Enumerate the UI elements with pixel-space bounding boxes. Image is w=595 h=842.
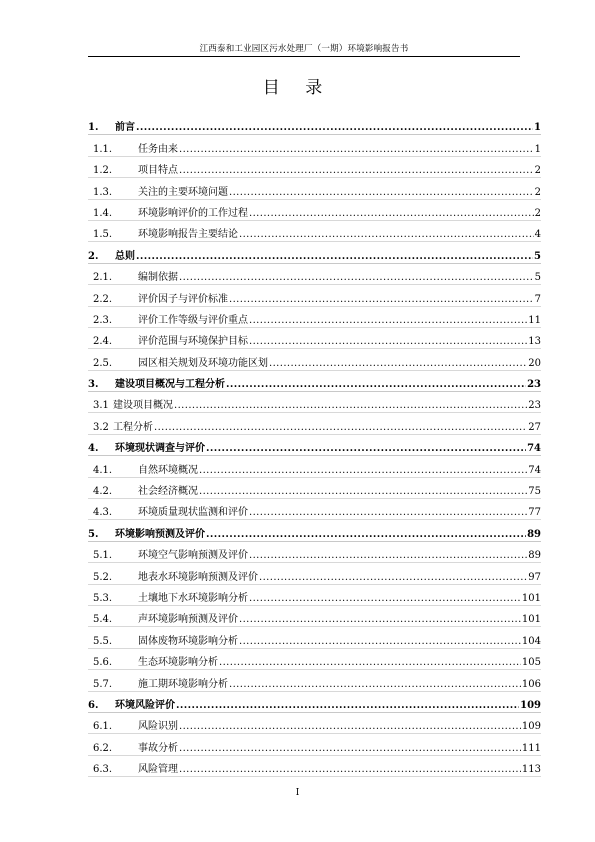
toc-dot-leader	[199, 486, 527, 498]
toc-entry-title: 风险识别	[138, 721, 178, 733]
toc-entry-title: 环境影响预测及评价	[115, 528, 205, 540]
toc-entry-page: 97	[528, 571, 541, 583]
toc-entry-title: 园区相关规划及环境功能区划	[138, 357, 268, 369]
toc-entry-page: 89	[528, 550, 541, 562]
toc-dot-leader	[154, 422, 527, 434]
toc-entry-page: 89	[527, 528, 541, 540]
toc-entry-title: 土壤地下水环境影响分析	[138, 592, 248, 604]
toc-section-entry[interactable]	[88, 499, 541, 520]
toc-entry-title: 自然环境概况	[138, 464, 198, 476]
toc-section-entry[interactable]	[88, 349, 541, 370]
toc-entry-title: 风险管理	[138, 764, 178, 776]
toc-entry-title: 声环境影响预测及评价	[138, 614, 238, 626]
toc-dot-leader	[226, 379, 526, 391]
toc-dot-leader	[174, 400, 527, 412]
toc-dot-leader	[229, 679, 521, 691]
page-number: I	[295, 788, 300, 798]
toc-entry-page: 1	[534, 122, 541, 134]
toc-dot-leader	[249, 507, 527, 519]
toc-entry-title: 环境影响评价的工作过程	[138, 207, 248, 219]
toc-entry-number: 1.4.	[93, 207, 113, 219]
toc-section-entry[interactable]	[88, 542, 541, 563]
toc-entry-number: 5.4.	[93, 614, 113, 626]
toc-entry-number: 6.2.	[93, 742, 113, 754]
toc-dot-leader	[249, 593, 521, 605]
toc-entry-page: 113	[521, 764, 541, 776]
toc-entry-title: 环境空气影响预测及评价	[138, 550, 248, 562]
toc-entry-title: 编制依据	[138, 272, 178, 284]
toc-entry-number: 1.2.	[93, 165, 113, 177]
toc-section-entry[interactable]	[88, 413, 541, 434]
toc-entry-title: 任务由来	[138, 143, 178, 155]
toc-entry-title: 环境风险评价	[115, 699, 175, 711]
toc-section-entry[interactable]	[88, 200, 541, 221]
toc-entry-page: 2	[534, 186, 541, 198]
toc-entry-number: 4.	[88, 443, 99, 455]
toc-section-entry[interactable]	[88, 328, 541, 349]
toc-section-entry[interactable]	[88, 221, 541, 242]
toc-entry-number: 6.1.	[93, 721, 113, 733]
toc-dot-leader	[249, 208, 534, 220]
toc-entry-page: 101	[521, 592, 541, 604]
toc-dot-leader	[206, 443, 526, 455]
toc-entry-title: 环境影响报告主要结论	[138, 229, 238, 241]
toc-dot-leader	[199, 465, 527, 477]
toc-dot-leader	[239, 614, 521, 626]
toc-entry-number: 3.2	[93, 421, 109, 433]
toc-entry-number: 1.1.	[93, 143, 113, 155]
toc-entry-page: 2	[534, 207, 541, 219]
toc-section-entry[interactable]	[88, 670, 541, 691]
toc-dot-leader	[136, 122, 533, 134]
toc-chapter-entry[interactable]	[88, 242, 541, 263]
toc-entry-page: 106	[521, 678, 541, 690]
toc-entry-page: 75	[528, 486, 541, 498]
toc-entry-title: 事故分析	[138, 742, 178, 754]
toc-dot-leader	[179, 743, 521, 755]
toc-section-entry[interactable]	[88, 606, 541, 627]
toc-entry-number: 2.3.	[93, 314, 113, 326]
toc-entry-title: 总则	[115, 250, 135, 262]
toc-entry-number: 1.5.	[93, 229, 113, 241]
toc-section-entry[interactable]	[88, 178, 541, 199]
toc-entry-title: 固体废物环境影响分析	[138, 635, 238, 647]
toc-entry-page: 13	[528, 336, 541, 348]
toc-section-entry[interactable]	[88, 307, 541, 328]
toc-entry-page: 109	[520, 699, 541, 711]
toc-entry-page: 74	[527, 443, 541, 455]
running-header: 江西泰和工业园区污水处理厂（一期）环境影响报告书	[199, 44, 409, 54]
toc-section-entry[interactable]	[88, 157, 541, 178]
toc-entry-number: 5.	[88, 528, 99, 540]
toc-entry-title: 环境现状调查与评价	[115, 443, 205, 455]
toc-entry-number: 4.1.	[93, 464, 113, 476]
toc-entry-number: 5.5.	[93, 635, 113, 647]
toc-entry-number: 1.3.	[93, 186, 113, 198]
toc-dot-leader	[229, 187, 534, 199]
toc-entry-number: 3.	[88, 379, 99, 391]
toc-entry-title: 地表水环境影响预测及评价	[138, 571, 258, 583]
toc-entry-title: 建设项目概况	[113, 400, 173, 412]
toc-entry-page: 77	[528, 507, 541, 519]
toc-section-entry[interactable]	[88, 649, 541, 670]
toc-entry-number: 3.1	[93, 400, 109, 412]
toc-entry-page: 105	[521, 657, 541, 669]
toc-entry-number: 4.2.	[93, 486, 113, 498]
toc-entry-page: 20	[528, 357, 541, 369]
toc-dot-leader	[239, 636, 521, 648]
toc-section-entry[interactable]	[88, 478, 541, 499]
toc-dot-leader	[249, 336, 527, 348]
toc-entry-title: 前言	[115, 122, 135, 134]
toc-dot-leader	[229, 294, 534, 306]
toc-entry-number: 2.4.	[93, 336, 113, 348]
toc-chapter-entry[interactable]	[88, 435, 541, 456]
toc-entry-number: 5.3.	[93, 592, 113, 604]
toc-section-entry[interactable]	[88, 734, 541, 755]
toc-entry-page: 104	[521, 635, 541, 647]
toc-entry-number: 5.1.	[93, 550, 113, 562]
toc-section-entry[interactable]	[88, 264, 541, 285]
toc-entry-title: 环境质量现状监测和评价	[138, 507, 248, 519]
toc-entry-title: 评价因子与评价标准	[138, 293, 228, 305]
toc-chapter-entry[interactable]	[88, 371, 541, 392]
toc-dot-leader	[239, 229, 534, 241]
toc-dot-leader	[176, 700, 519, 712]
page-title: 目 录	[262, 78, 333, 98]
toc-dot-leader	[179, 272, 534, 284]
toc-section-entry[interactable]	[88, 285, 541, 306]
toc-dot-leader	[136, 251, 533, 263]
toc-entry-number: 4.3.	[93, 507, 113, 519]
toc-entry-page: 27	[528, 421, 541, 433]
toc-entry-title: 评价工作等级与评价重点	[138, 314, 248, 326]
toc-entry-page: 11	[528, 314, 541, 326]
toc-entry-page: 23	[528, 400, 541, 412]
toc-entry-number: 6.	[88, 699, 99, 711]
toc-entry-page: 5	[534, 272, 541, 284]
toc-entry-title: 施工期环境影响分析	[138, 678, 228, 690]
toc-dot-leader	[269, 358, 527, 370]
toc-section-entry[interactable]	[88, 392, 541, 413]
toc-dot-leader	[179, 764, 521, 776]
toc-entry-title: 工程分析	[113, 421, 153, 433]
toc-dot-leader	[179, 144, 534, 156]
toc-entry-number: 2.	[88, 250, 99, 262]
toc-dot-leader	[249, 550, 527, 562]
toc-dot-leader	[249, 315, 527, 327]
toc-entry-number: 2.2.	[93, 293, 113, 305]
toc-entry-number: 5.2.	[93, 571, 113, 583]
toc-entry-title: 项目特点	[138, 165, 178, 177]
toc-entry-page: 111	[521, 742, 541, 754]
toc-chapter-entry[interactable]	[88, 520, 541, 541]
toc-entry-title: 生态环境影响分析	[138, 657, 218, 669]
toc-dot-leader	[259, 572, 527, 584]
toc-entry-page: 101	[521, 614, 541, 626]
toc-entry-number: 6.3.	[93, 764, 113, 776]
header-rule	[88, 56, 520, 57]
toc-entry-number: 5.6.	[93, 657, 113, 669]
toc-dot-leader	[179, 721, 521, 733]
toc-section-entry[interactable]	[88, 563, 541, 584]
toc-entry-page: 7	[534, 293, 541, 305]
toc-entry-number: 2.1.	[93, 272, 113, 284]
toc-entry-number: 2.5.	[93, 357, 113, 369]
toc-entry-number: 5.7.	[93, 678, 113, 690]
toc-section-entry[interactable]	[88, 713, 541, 734]
toc-chapter-entry[interactable]	[88, 692, 541, 713]
toc-dot-leader	[206, 529, 526, 541]
toc-entry-number: 1.	[88, 122, 99, 134]
toc-entry-title: 社会经济概况	[138, 486, 198, 498]
toc-section-entry[interactable]	[88, 627, 541, 648]
toc-entry-page: 23	[527, 379, 541, 391]
toc-entry-page: 109	[521, 721, 541, 733]
toc-dot-leader	[179, 165, 534, 177]
toc-entry-title: 关注的主要环境问题	[138, 186, 228, 198]
toc-entry-page: 5	[534, 250, 541, 262]
toc-entry-title: 评价范围与环境保护目标	[138, 336, 248, 348]
toc-entry-page: 74	[528, 464, 541, 476]
toc-section-entry[interactable]	[88, 456, 541, 477]
toc-entry-title: 建设项目概况与工程分析	[115, 379, 225, 391]
toc-section-entry[interactable]	[88, 135, 541, 156]
toc-chapter-entry[interactable]	[88, 114, 541, 135]
toc-entry-page: 1	[534, 143, 541, 155]
toc-section-entry[interactable]	[88, 585, 541, 606]
toc-dot-leader	[219, 657, 521, 669]
table-of-contents	[88, 114, 541, 777]
toc-entry-page: 4	[534, 229, 541, 241]
toc-entry-page: 2	[534, 165, 541, 177]
toc-section-entry[interactable]	[88, 756, 541, 777]
